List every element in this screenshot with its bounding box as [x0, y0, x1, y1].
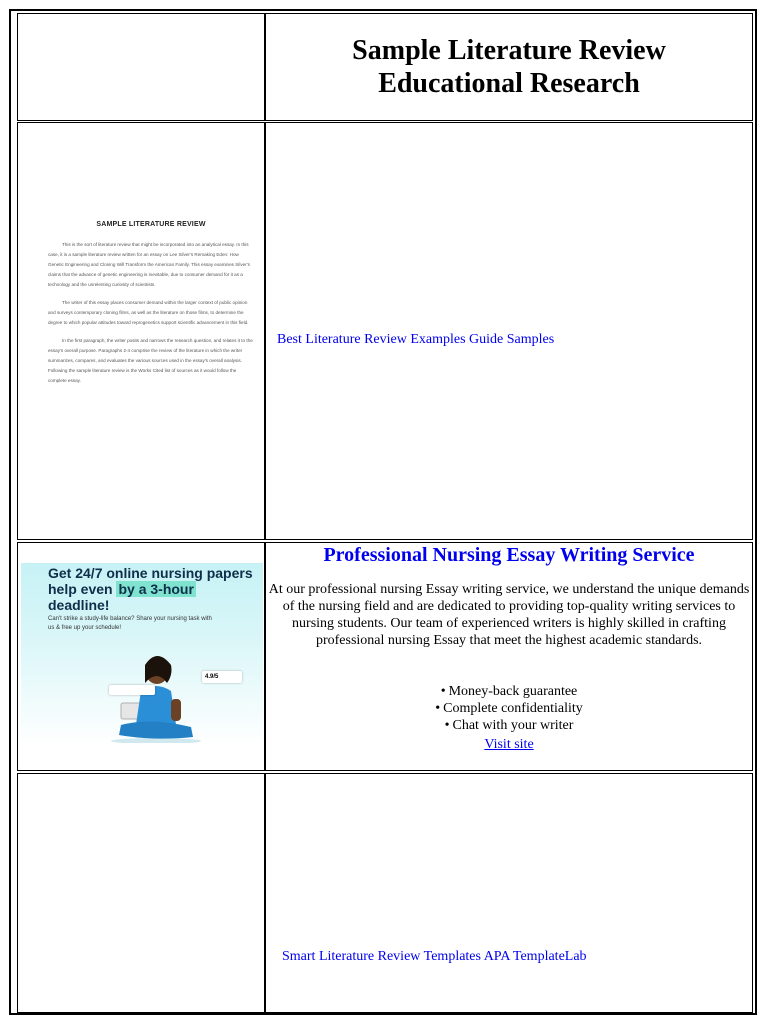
- best-literature-review-link[interactable]: Best Literature Review Examples Guide Samples: [277, 332, 555, 347]
- header-left-cell: [17, 13, 265, 121]
- empty-image-cell: [17, 773, 265, 1013]
- visit-site-link[interactable]: Visit site: [484, 737, 534, 752]
- nursing-service-description: At our professional nursing Essay writing service, we understand the unique demands of the nursing field and are dedicated to providing top-quality writing services to nursing students. Our team of experienced writers is highly skilled in crafting professional nursing Essay that meet the highest academic standards.: [268, 582, 750, 648]
- document-heading: SAMPLE LITERATURE REVIEW: [96, 221, 206, 228]
- feature-list: [266, 683, 752, 734]
- link-cell-1: [265, 122, 753, 540]
- feature-item: • Money-back guarantee: [266, 683, 752, 700]
- document-image-cell: [17, 122, 265, 540]
- document-paragraph: In the first paragraph, the writer posits and narrows the research question, and relates it to the essay's overall purpose. Paragraphs 2-4 comprise the review of the literature in which the writer summarizes, compares, and evaluates the various sources used in the essay's overall analysis. Following the sample literature review is the Works Cited list of sources as it would follow the complete essay.: [48, 338, 253, 383]
- rating-badge: 4.9/5: [202, 671, 242, 683]
- feature-item: • Complete confidentiality: [266, 700, 752, 717]
- feature-item: • Chat with your writer: [266, 717, 752, 734]
- ad-headline: [48, 565, 263, 613]
- page-title-line1: Sample Literature Review: [352, 35, 666, 66]
- sample-document-image[interactable]: [48, 221, 254, 445]
- ad-headline-text: Get 24/7 online nursing papers help even: [48, 565, 253, 597]
- ad-badge: [109, 685, 155, 695]
- document-paragraph: This is the sort of literature review that might be incorporated into an analytical essay. In this case, it is a sample literature review written for an essay on Lee Silver's Remaking Eden: How Genetic Engineering and Cloning Will Transform the American Family. This essay examines Silver's claims that the advance of genetic engineering is inevitable, due to consumer demand for it as a technology and the unrelenting curiosity of scientists.: [48, 242, 250, 287]
- nursing-ad-banner[interactable]: [21, 563, 263, 745]
- nursing-service-cell: [265, 542, 753, 771]
- document-paragraph: The writer of this essay places consumer demand within the larger context of public opinion and surveys contemporary cloning films, as well as the literature on those films, to determine the degree to which popular attitudes toward reprogenetics support scientific advancement in this field.: [48, 300, 249, 325]
- nursing-service-title[interactable]: Professional Nursing Essay Writing Service: [323, 544, 695, 566]
- page-title-line2: Educational Research: [378, 68, 640, 99]
- smart-literature-review-link[interactable]: Smart Literature Review Templates APA TemplateLab: [282, 949, 587, 964]
- header-title-cell: [265, 13, 753, 121]
- ad-headline-text-end: deadline!: [48, 597, 110, 613]
- page-title: [266, 34, 752, 100]
- ad-headline-highlight: by a 3-hour: [118, 581, 194, 597]
- link-cell-2: [265, 773, 753, 1013]
- ad-image-cell: [17, 542, 265, 771]
- ad-subtext: Can't strike a study-life balance? Share your nursing task with us & free up your schedule!: [48, 616, 212, 631]
